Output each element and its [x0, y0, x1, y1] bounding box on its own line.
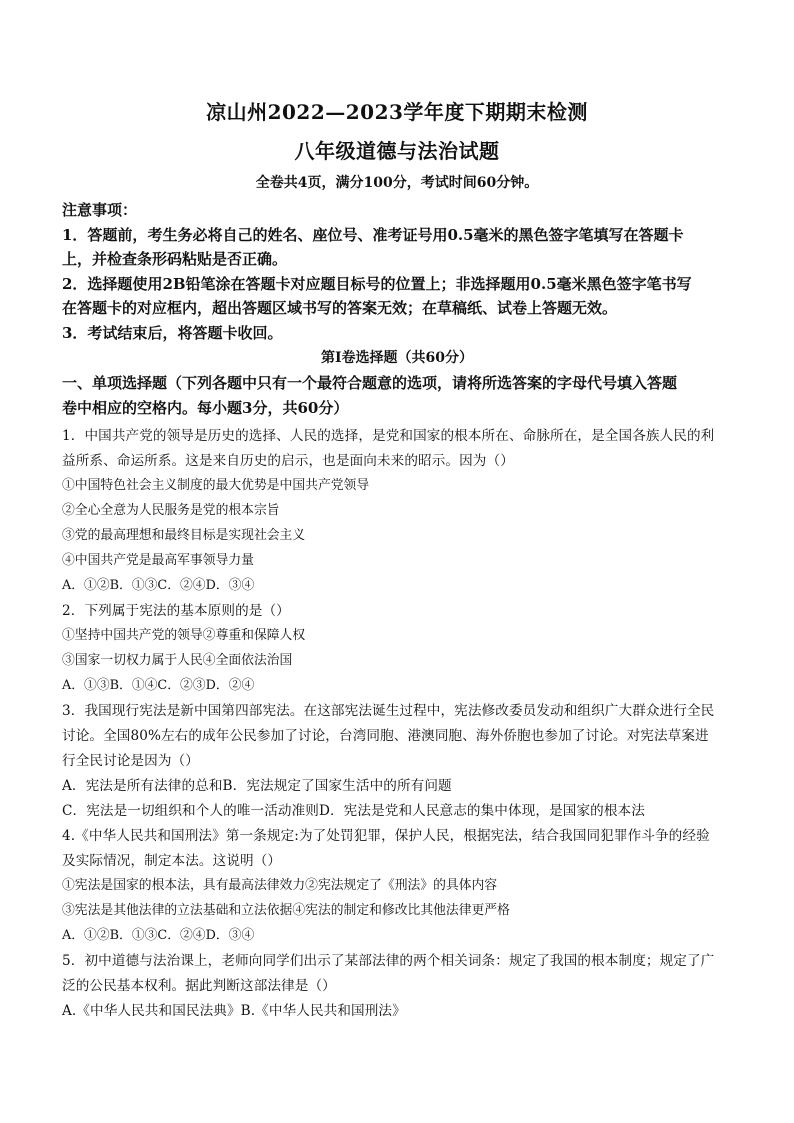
q3-stem-line-2: 讨论。全国80%左右的成年公民参加了讨论，台湾同胞、港澳同胞、海外侨胞也参加了讨论。对宪法草案进	[62, 728, 709, 744]
q5-stem-line-2: 泛的公民基本权利。据此判断这部法律是（）	[62, 978, 336, 994]
part1-instruction-line-2: 卷中相应的空格内。每小题3分，共60分）	[62, 399, 349, 417]
note-1-line-1: 1．答题前，考生务必将自己的姓名、座位号、准考证号用0.5毫米的黑色签字笔填写在答题卡	[62, 226, 684, 244]
q3-stem-line-1: 3．我国现行宪法是新中国第四部宪法。在这部宪法诞生过程中，宪法修改委员发动和组织广大群众进行全民	[62, 703, 715, 719]
q1-stem-line-2: 益所系、命运所系。这是来自历史的启示，也是面向未来的昭示。因为（）	[62, 453, 514, 469]
q5-stem-line-1: 5．初中道德与法治课上，老师向同学们出示了某部法律的两个相关词条：规定了我国的根本制度；规定了广	[62, 953, 715, 969]
note-2-line-2: 在答题卡的对应框内，超出答题区域书写的答案无效；在草稿纸、试卷上答题无效。	[62, 299, 618, 317]
q1-answers: A．①②B．①③C．②④D．③④	[62, 578, 255, 593]
part1-instruction-line-1: 一、单项选择题（下列各题中只有一个最符合题意的选项，请将所选答案的字母代号填入答题	[62, 374, 678, 392]
q2-option-2: ③国家一切权力属于人民④全面依法治国	[62, 653, 293, 668]
exam-title: 凉山州2022—2023学年度下期期末检测	[206, 100, 588, 124]
q3-stem-line-3: 行全民讨论是因为（）	[62, 753, 199, 769]
q3-answers-cd: C．宪法是一切组织和个人的唯一活动准则D．宪法是党和人民意志的集中体现，是国家的根本法	[62, 803, 645, 819]
q5-answers-ab: A.《中华人民共和国民法典》B.《中华人民共和国刑法》	[62, 1003, 406, 1019]
q4-stem-line-2: 及实际情况，制定本法。这说明（）	[62, 853, 282, 869]
exam-subject: 八年级道德与法治试题	[294, 139, 500, 163]
note-3: 3．考试结束后，将答题卡收回。	[62, 324, 283, 342]
q3-answers-ab: A．宪法是所有法律的总和B．宪法规定了国家生活中的所有问题	[62, 778, 452, 794]
q1-option-3: ③党的最高理想和最终目标是实现社会主义	[62, 528, 306, 543]
q4-stem-line-1: 4.《中华人民共和国刑法》第一条规定:为了处罚犯罪，保护人民，根据宪法，结合我国同犯罪作斗争的经验	[62, 828, 710, 844]
q1-option-1: ①中国特色社会主义制度的最大优势是中国共产党领导	[62, 478, 370, 493]
note-2-line-1: 2．选择题使用2B铅笔涂在答题卡对应题目标号的位置上；非选择题用0.5毫米黑色签字笔书写	[62, 275, 692, 293]
q4-option-2: ③宪法是其他法律的立法基础和立法依据④宪法的制定和修改比其他法律更严格	[62, 903, 510, 918]
q2-answers: A．①③B．①④C．②③D．②④	[62, 678, 255, 693]
exam-info: 全卷共4页，满分100分，考试时间60分钟。	[255, 175, 539, 191]
note-1-line-2: 上，并检查条形码粘贴是否正确。	[62, 250, 288, 268]
q2-stem: 2．下列属于宪法的基本原则的是（）	[62, 603, 290, 619]
q1-option-4: ④中国共产党是最高军事领导力量	[62, 553, 254, 568]
q1-stem-line-1: 1．中国共产党的领导是历史的选择、人民的选择，是党和国家的根本所在、命脉所在，是全国各族人民的利	[62, 428, 715, 444]
notes-heading: 注意事项：	[62, 201, 138, 219]
section-title: 第Ⅰ卷选择题（共60分）	[320, 350, 474, 366]
q2-option-1: ①坚持中国共产党的领导②尊重和保障人权	[62, 628, 306, 643]
q4-option-1: ①宪法是国家的根本法，具有最高法律效力②宪法规定了《刑法》的具体内容	[62, 878, 498, 893]
q1-option-2: ②全心全意为人民服务是党的根本宗旨	[62, 503, 280, 518]
q4-answers: A．①②B．①③C．②④D．③④	[62, 928, 255, 943]
